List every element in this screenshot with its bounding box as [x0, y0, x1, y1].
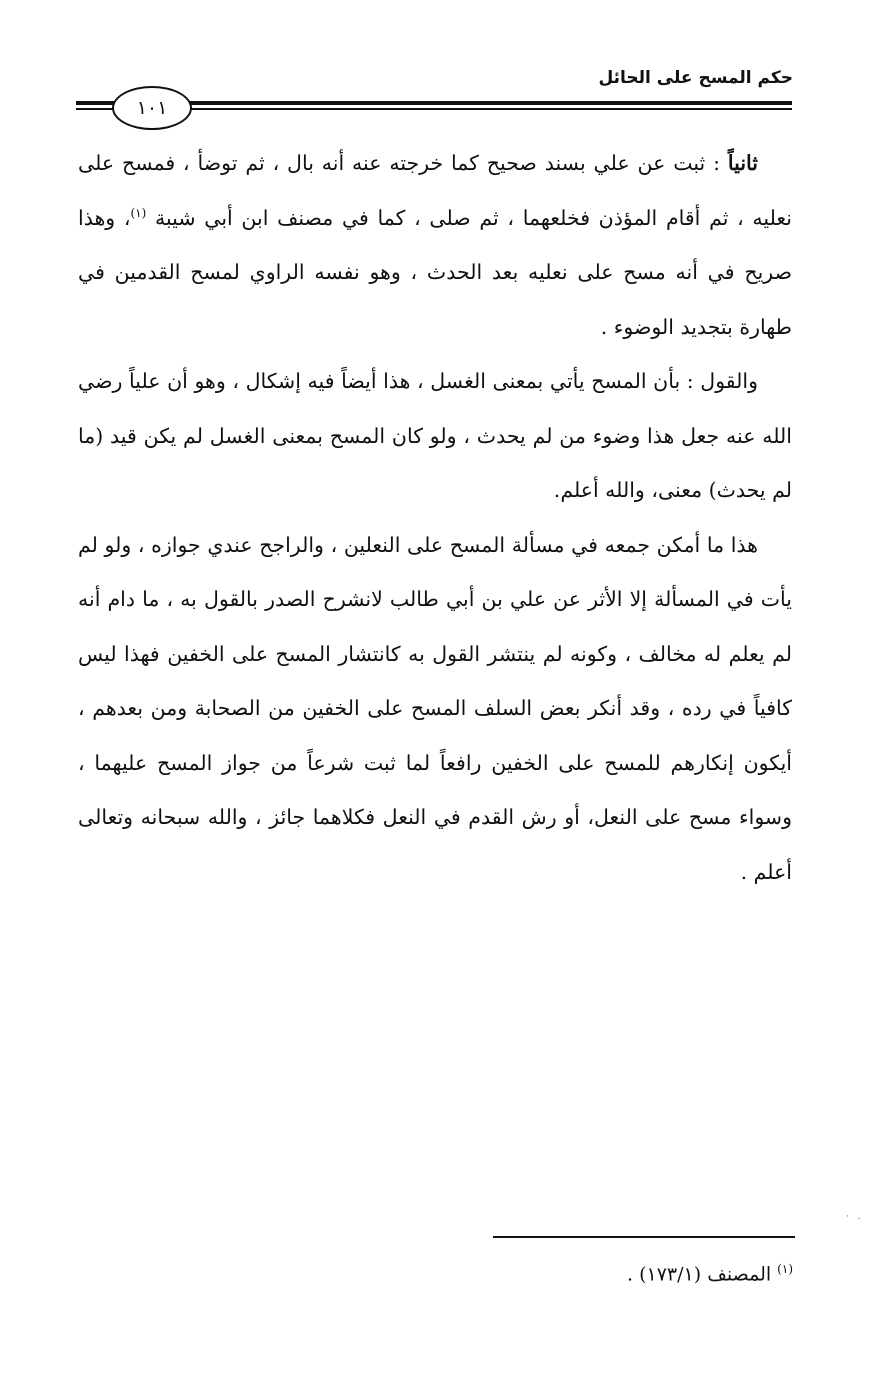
paragraph-1: [78, 136, 792, 354]
footnote-marker: (١): [777, 1262, 793, 1276]
footnote-separator: [493, 1236, 795, 1238]
footnote-reference: (١): [130, 205, 147, 220]
paragraph-1-text: : ثبت عن علي بسند صحيح كما خرجته عنه أنه بال ، ثم توضأ ، فمسح على نعليه ، ثم أقام المؤذن فخلعهما ، ثم صلى ، كما في مصنف ابن أبي شيبة: [78, 151, 792, 230]
running-title: حكم المسح على الحائل: [598, 68, 793, 88]
paragraph-1-text-continued: ، وهذا صريح في أنه مسح على نعليه بعد الحدث ، وهو نفسه الراوي لمسح القدمين في طهارة بتجديد الوضوء .: [78, 205, 792, 339]
footnote-1: [627, 1262, 793, 1285]
paragraph-3: هذا ما أمكن جمعه في مسألة المسح على النعلين ، والراجح عندي جوازه ، ولو لم يأت في المسألة إلا الأثر عن علي بن أبي طالب لانشرح الصدر بالقول به ، ما دام أنه لم يعلم له مخالف ، وكونه لم ينتشر القول به كانتشار المسح على الخفين فهذا ليس كافياً في رده ، وقد أنكر بعض السلف المسح على الخفين من الصحابة ومن بعدهم ، أيكون إنكارهم للمسح على الخفين رافعاً لما ثبت شرعاً من جواز المسح عليهما ، وسواء مسح على النعل، أو رش القدم في النعل فكلاهما جائز ، والله سبحانه وتعالى أعلم .: [78, 532, 792, 884]
scan-speck: · .: [846, 1212, 864, 1222]
footnote-text: المصنف (١٧٣/١) .: [627, 1263, 778, 1286]
body-text: [78, 136, 792, 899]
paragraph-2: والقول : بأن المسح يأتي بمعنى الغسل ، هذا أيضاً فيه إشكال ، وهو أن علياً رضي الله عنه جعل هذا وضوء من لم يحدث ، ولو كان المسح بمعنى الغسل لم يكن قيد (ما لم يحدث) معنى، والله أعلم.: [78, 369, 792, 502]
paragraph-lead-word: ثانياً: [727, 151, 758, 175]
page-number: ١٠١: [112, 86, 192, 130]
